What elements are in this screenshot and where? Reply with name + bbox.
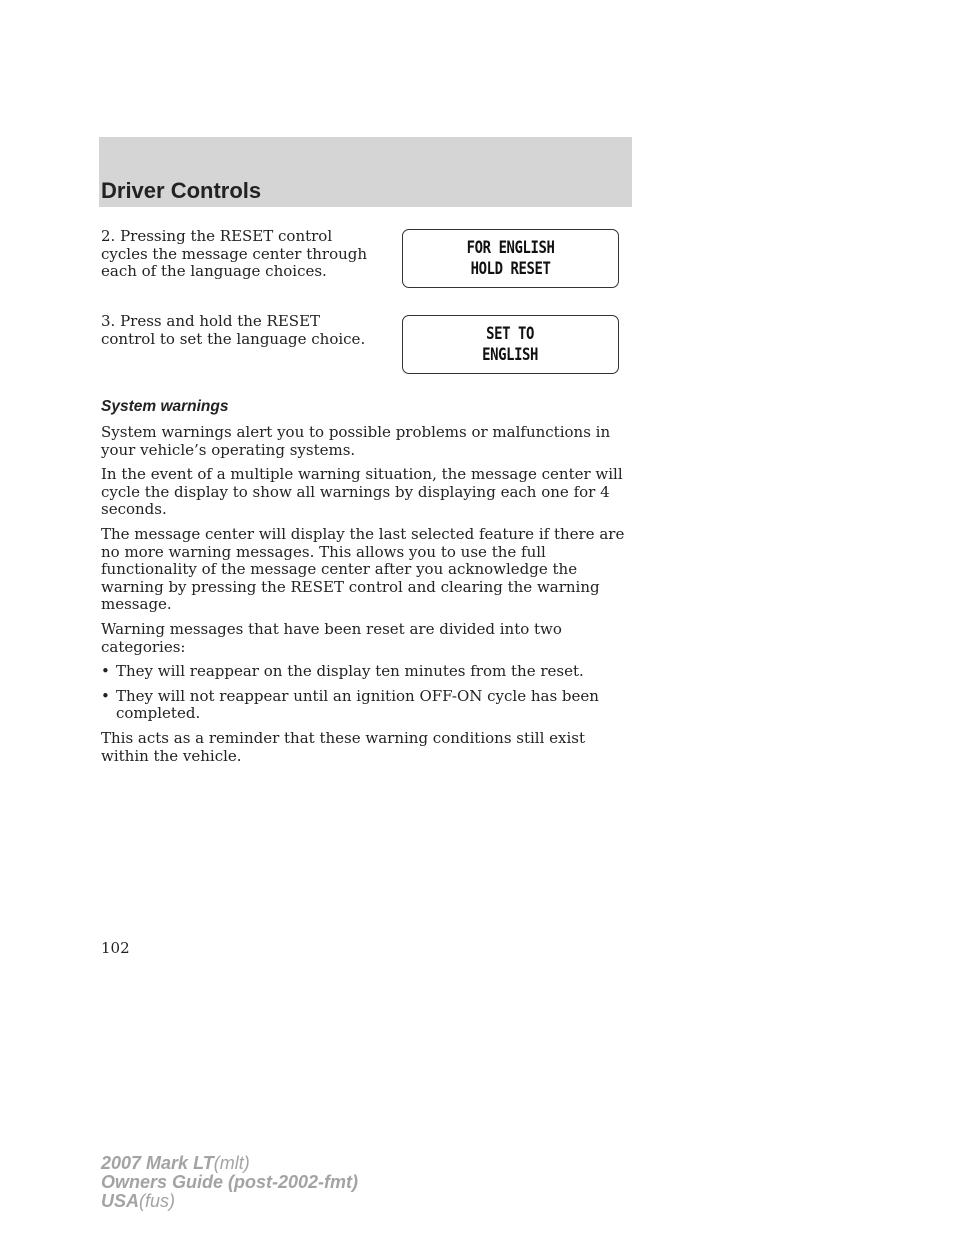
step-2-text: 2. Pressing the RESET control cycles the message center through each of the language choices. [101, 227, 368, 280]
footer-region: USA [101, 1191, 140, 1211]
message-display-for-english [402, 229, 619, 288]
message-display-set-to-english [402, 315, 619, 374]
footer-region-code: (fus) [139, 1191, 176, 1211]
footer-model: 2007 Mark LT [101, 1153, 214, 1173]
system-warnings-body [101, 424, 633, 772]
bullet-text: They will reappear on the display ten minutes from the reset. [116, 662, 584, 681]
bullet-text: They will not reappear until an ignition OFF-ON cycle has been completed. [116, 686, 599, 723]
footer-model-code: (mlt) [213, 1153, 250, 1173]
bullet-item [101, 663, 633, 681]
document-footer [101, 1154, 358, 1211]
bullet-icon: • [101, 686, 110, 705]
footer-guide: Owners Guide (post-2002-fmt) [101, 1172, 359, 1192]
paragraph: In the event of a multiple warning situation, the message center will cycle the display to show all warnings by displaying each one for 4 seconds. [101, 465, 623, 519]
display-text: SET TO ENGLISH [482, 323, 539, 365]
system-warnings-heading: System warnings [101, 398, 229, 415]
page-section-title: Driver Controls [101, 178, 262, 203]
paragraph: The message center will display the last selected feature if there are no more warning messages. This allows you to use the full functionality of the message center after you acknowledge the warning by pressing the RESET control and clearing the warning message. [101, 524, 625, 614]
page-number: 102 [101, 939, 130, 957]
paragraph: Warning messages that have been reset are divided into two categories: [101, 619, 562, 656]
bullet-icon: • [101, 662, 110, 681]
paragraph: System warnings alert you to possible problems or malfunctions in your vehicle’s operating systems. [101, 423, 611, 459]
step-3-text: 3. Press and hold the RESET control to set the language choice. [101, 312, 366, 348]
closing-paragraph: This acts as a reminder that these warning conditions still exist within the vehicle. [101, 728, 586, 765]
bullet-item [101, 688, 633, 723]
display-text: FOR ENGLISH HOLD RESET [466, 237, 555, 279]
